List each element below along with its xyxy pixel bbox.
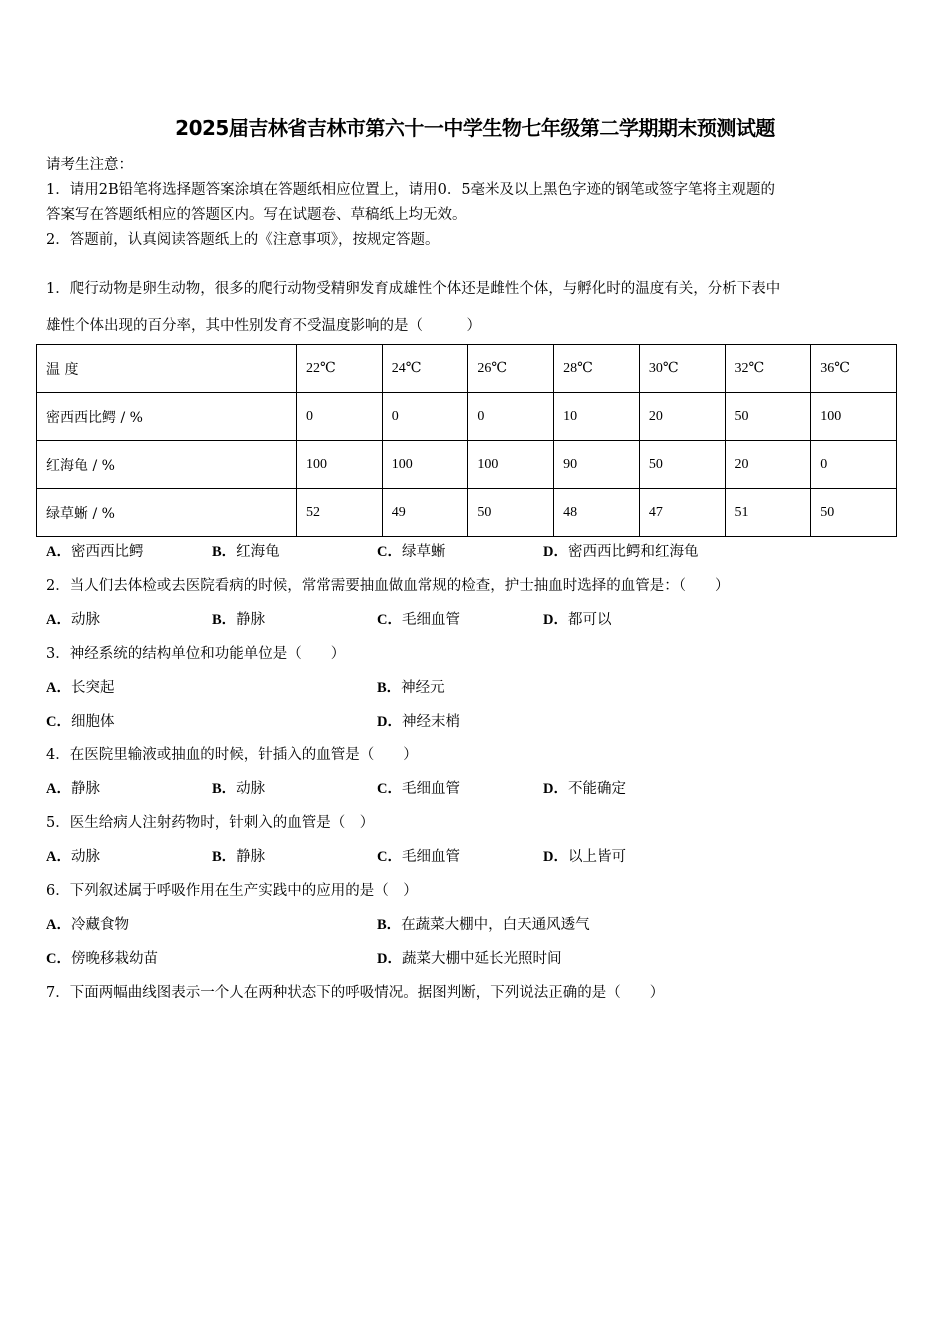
table-header-cell: 32℃ bbox=[725, 345, 811, 393]
q4-option-d[interactable]: D．不能确定 bbox=[543, 781, 626, 797]
table-cell: 50 bbox=[639, 441, 725, 489]
q2-option-d[interactable]: D．都可以 bbox=[543, 612, 612, 628]
q2-option-b[interactable]: B．静脉 bbox=[212, 612, 266, 628]
table-header-cell: 26℃ bbox=[468, 345, 554, 393]
table-header-cell: 30℃ bbox=[639, 345, 725, 393]
table-cell: 0 bbox=[468, 393, 554, 441]
table-cell: 49 bbox=[382, 489, 468, 537]
q4-option-a[interactable]: A．静脉 bbox=[46, 781, 100, 797]
table-cell: 100 bbox=[468, 441, 554, 489]
notice-item-1b: 答案写在答题纸相应的答题区内。写在试题卷、草稿纸上均无效。 bbox=[46, 207, 467, 223]
page-title: 2025届吉林省吉林市第六十一中学生物七年级第二学期期末预测试题 bbox=[175, 116, 775, 140]
q6-option-b[interactable]: B．在蔬菜大棚中，白天通风透气 bbox=[377, 917, 590, 933]
table-header-cell: 24℃ bbox=[382, 345, 468, 393]
table-header-cell: 36℃ bbox=[811, 345, 897, 393]
table-cell: 10 bbox=[554, 393, 640, 441]
table-cell: 51 bbox=[725, 489, 811, 537]
table-cell: 20 bbox=[725, 441, 811, 489]
table-cell: 0 bbox=[382, 393, 468, 441]
table-cell: 100 bbox=[382, 441, 468, 489]
q6-option-d[interactable]: D．蔬菜大棚中延长光照时间 bbox=[377, 951, 562, 967]
q6-option-a[interactable]: A．冷藏食物 bbox=[46, 917, 129, 933]
q4-option-b[interactable]: B．动脉 bbox=[212, 781, 266, 797]
q5-option-c[interactable]: C．毛细血管 bbox=[377, 849, 460, 865]
q1-stem-b: 雄性个体出现的百分率，其中性别发育不受温度影响的是（ ） bbox=[46, 318, 481, 334]
table-cell: 密西西比鳄 / % bbox=[37, 393, 297, 441]
table-header-cell: 22℃ bbox=[297, 345, 383, 393]
table-cell: 0 bbox=[297, 393, 383, 441]
table-header-row bbox=[37, 345, 897, 393]
q5-option-d[interactable]: D．以上皆可 bbox=[543, 849, 626, 865]
table-cell: 绿草蜥 / % bbox=[37, 489, 297, 537]
table-header-cell: 28℃ bbox=[554, 345, 640, 393]
q3-option-d[interactable]: D．神经末梢 bbox=[377, 714, 460, 730]
q2-option-c[interactable]: C．毛细血管 bbox=[377, 612, 460, 628]
q5-option-a[interactable]: A．动脉 bbox=[46, 849, 100, 865]
q1-option-c[interactable]: C．绿草蜥 bbox=[377, 544, 446, 560]
table-cell: 50 bbox=[468, 489, 554, 537]
q5-stem: 5．医生给病人注射药物时，针刺入的血管是（ ） bbox=[46, 815, 375, 831]
q1-option-a[interactable]: A．密西西比鳄 bbox=[46, 544, 144, 560]
notice-heading: 请考生注意： bbox=[46, 157, 133, 173]
q6-option-c[interactable]: C．傍晚移栽幼苗 bbox=[46, 951, 158, 967]
notice-item-1a: 1．请用2B铅笔将选择题答案涂填在答题纸相应位置上，请用0．5毫米及以上黑色字迹的钢笔或签字笔将主观题的 bbox=[46, 182, 776, 198]
notice-item-2: 2．答题前，认真阅读答题纸上的《注意事项》，按规定答题。 bbox=[46, 232, 440, 248]
table-header-cell: 温 度 bbox=[37, 345, 297, 393]
table-row bbox=[37, 441, 897, 489]
q3-option-c[interactable]: C．细胞体 bbox=[46, 714, 115, 730]
table-cell: 47 bbox=[639, 489, 725, 537]
q2-stem: 2．当人们去体检或去医院看病的时候，常常需要抽血做血常规的检查，护士抽血时选择的血管是：（ ） bbox=[46, 578, 730, 594]
table-row bbox=[37, 489, 897, 537]
table-cell: 50 bbox=[811, 489, 897, 537]
q4-option-c[interactable]: C．毛细血管 bbox=[377, 781, 460, 797]
q1-option-d[interactable]: D．密西西比鳄和红海龟 bbox=[543, 544, 699, 560]
q5-option-b[interactable]: B．静脉 bbox=[212, 849, 266, 865]
table-cell: 52 bbox=[297, 489, 383, 537]
table-cell: 100 bbox=[297, 441, 383, 489]
q2-option-a[interactable]: A．动脉 bbox=[46, 612, 100, 628]
table-cell: 50 bbox=[725, 393, 811, 441]
q1-option-b[interactable]: B．红海龟 bbox=[212, 544, 280, 560]
q3-option-a[interactable]: A．长突起 bbox=[46, 680, 115, 696]
q3-stem: 3．神经系统的结构单位和功能单位是（ ） bbox=[46, 646, 346, 662]
q3-option-b[interactable]: B．神经元 bbox=[377, 680, 445, 696]
q1-stem-a: 1．爬行动物是卵生动物，很多的爬行动物受精卵发育成雄性个体还是雌性个体，与孵化时的温度有关，分析下表中 bbox=[46, 281, 781, 297]
table-row bbox=[37, 393, 897, 441]
table-cell: 100 bbox=[811, 393, 897, 441]
table-cell: 红海龟 / % bbox=[37, 441, 297, 489]
table-cell: 90 bbox=[554, 441, 640, 489]
q6-stem: 6．下列叙述属于呼吸作用在生产实践中的应用的是（ ） bbox=[46, 883, 418, 899]
table-cell: 0 bbox=[811, 441, 897, 489]
temperature-table bbox=[36, 344, 897, 537]
table-cell: 20 bbox=[639, 393, 725, 441]
q4-stem: 4．在医院里输液或抽血的时候，针插入的血管是（ ） bbox=[46, 747, 418, 763]
table-cell: 48 bbox=[554, 489, 640, 537]
q7-stem: 7．下面两幅曲线图表示一个人在两种状态下的呼吸情况。据图判断，下列说法正确的是（ ） bbox=[46, 985, 665, 1001]
